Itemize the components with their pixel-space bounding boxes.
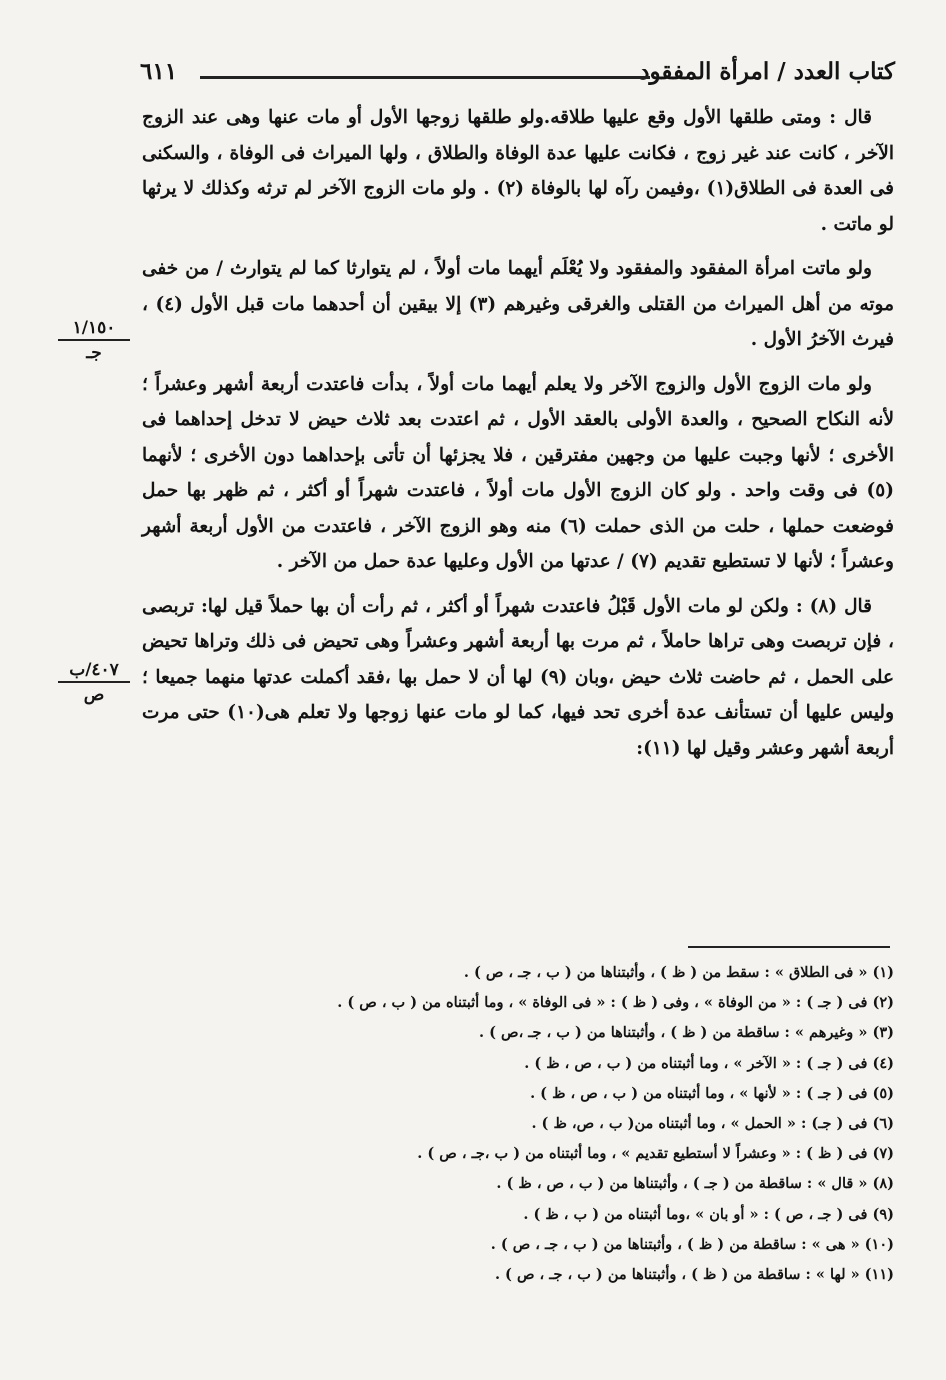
footnote: (٧) فى ( ظ ) : « وعشراً لا أستطيع تقديم » ، وما أثبتناه من ( ب ،جـ ، ص ) . [417, 1145, 894, 1163]
paragraph [142, 100, 894, 242]
footnote: (٩) فى ( جـ ، ص ) : « أو بان » ،وما أثبتناه من ( ب ، ظ ) . [523, 1205, 894, 1223]
paragraph-text: ولو ماتت امرأة المفقود والمفقود ولا يُعْلَم أيهما مات أولاً ، لم يتوارثا كما لم يتوارث / من خفى موته من أهل الميراث من القتلى والغرقى وغيرهم (٣) إلا بيقين أن أحدهما مات قبل الأول (٤) ، فيرث الآخرُ الأول . [142, 258, 895, 350]
margin-note-manuscript-ref [58, 660, 130, 705]
footnote: (٤) فى ( جـ ) : « الآخر » ، وما أثبتناه من ( ب ، ص ، ظ ) . [524, 1054, 894, 1072]
chapter-title: كتاب العدد / امرأة المفقود [639, 58, 895, 85]
footnote: (١) « فى الطلاق » : سقط من ( ظ ) ، وأثبتناها من ( ب ، جـ ، ص ) . [463, 964, 894, 981]
paragraph-lead: قال (٨) : [795, 595, 872, 617]
footnote: (١٠) « هى » : ساقطة من ( ظ ) ، وأثبتناها من ( ب ، جـ ، ص ) . [490, 1235, 894, 1253]
footnote: (٢) فى ( جـ ) : « من الوفاة » ، وفى ( ظ ) : « فى الوفاة » ، وما أثبتناه من ( ب ، ص ) . [337, 994, 894, 1012]
footnote: (٣) « وغيرهم » : ساقطة من ( ظ ) ، وأثبتناها من ( ب ، جـ ،ص ) . [479, 1024, 894, 1042]
footnote: (٦) فى ( جـ) : « الحمل » ، وما أثبتناه من( ب ، ص، ظ ) . [531, 1115, 894, 1133]
margin-note-siglum: ص [83, 685, 105, 705]
footnotes [274, 958, 894, 1290]
page-header [140, 58, 895, 94]
footnote: (١١) « لها » : ساقطة من ( ظ ) ، وأثبتناها من ( ب ، جـ ، ص ) . [494, 1266, 894, 1284]
margin-note-manuscript-ref [58, 318, 130, 363]
margin-note-folio: ٤٠٧/ب [58, 660, 130, 683]
paragraph-text: ومتى طلقها الأول وقع عليها طلاقه.ولو طلقها زوجها الأول أو مات عنها وهى عند الزوج الآخر ، كانت عند غير زوج ، فكانت عليها عدة الوفاة والطلاق ، ولها الميراث فى الوفاة ، والسكنى فى العدة فى الطلاق(١) ،وفيمن رآه لها بالوفاة (٢) . ولو مات الزوج الآخر لم ترثه وكذلك لا يرثها لو ماتت . [142, 107, 894, 235]
footnote: (٨) « قال » : ساقطة من ( جـ ) ، وأثبتناها من ( ب ، ص ، ظ ) . [496, 1175, 894, 1193]
footnote: (٥) فى ( جـ ) : « لأنها » ، وما أثبتناه من ( ب ، ص ، ظ ) . [530, 1084, 894, 1102]
margin-note-folio: ١/١٥٠ [58, 318, 130, 341]
paragraph-text: ولكن لو مات الأول قَبْلُ فاعتدت شهراً أو أكثر ، ثم رأت أن بها حملاً قيل لها: تربصى ، فإن تربصت وهى تراها حاملاً ، ثم مرت بها أربعة أشهر وعشراً وهى تحيض فى ذلك وتراها تحيض على الحمل ، ثم حاضت ثلاث حيض ،وبان (٩) لها أن لا حمل بها ،فقد أكملت عدتها منهما جميعا ؛وليس عليها أن تستأنف عدة أخرى تحد فيها، كما لو مات عنها زوجها ولا تعلم هى(١٠) حتى مرت أربعة أشهر وعشر وقيل لها (١١): [142, 595, 894, 759]
footnote-separator [688, 946, 890, 948]
paragraph [142, 251, 894, 358]
paragraph-text: ولو مات الزوج الأول والزوج الآخر ولا يعلم أيهما مات أولاً ، بدأت فاعتدت أربعة أشهر وعشراً ؛ لأنه النكاح الصحيح ، والعدة الأولى بالعقد الأول ، ثم اعتدت بعد ثلاث حيض لا تدخل إحداهما فى الأخرى ؛ لأنها وجبت عليها من وجهين مفترقين ، فلا يجزئها أن تأتى بإحداهما دون الأخرى ؛ لأنهما (٥) فى وقت واحد . ولو كان الزوج الأول مات أولاً ، فاعتدت شهراً أو أكثر ، ثم ظهر بها حمل فوضعت حملها ، حلت من الذى حملت (٦) منه وهو الزوج الآخر ، فاعتدت من الأول أربعة أشهر وعشراً ؛ لأنها لا تستطيع تقديم (٧) / عدتها من الأول وعليها عدة حمل من الآخر . [142, 373, 894, 572]
main-text [142, 100, 894, 775]
paragraph-lead: قال : [829, 107, 872, 128]
paragraph [142, 589, 894, 767]
header-rule [200, 76, 650, 79]
paragraph [142, 367, 894, 580]
page-number: ٦١١ [140, 58, 178, 85]
margin-note-siglum: جـ [86, 343, 102, 363]
